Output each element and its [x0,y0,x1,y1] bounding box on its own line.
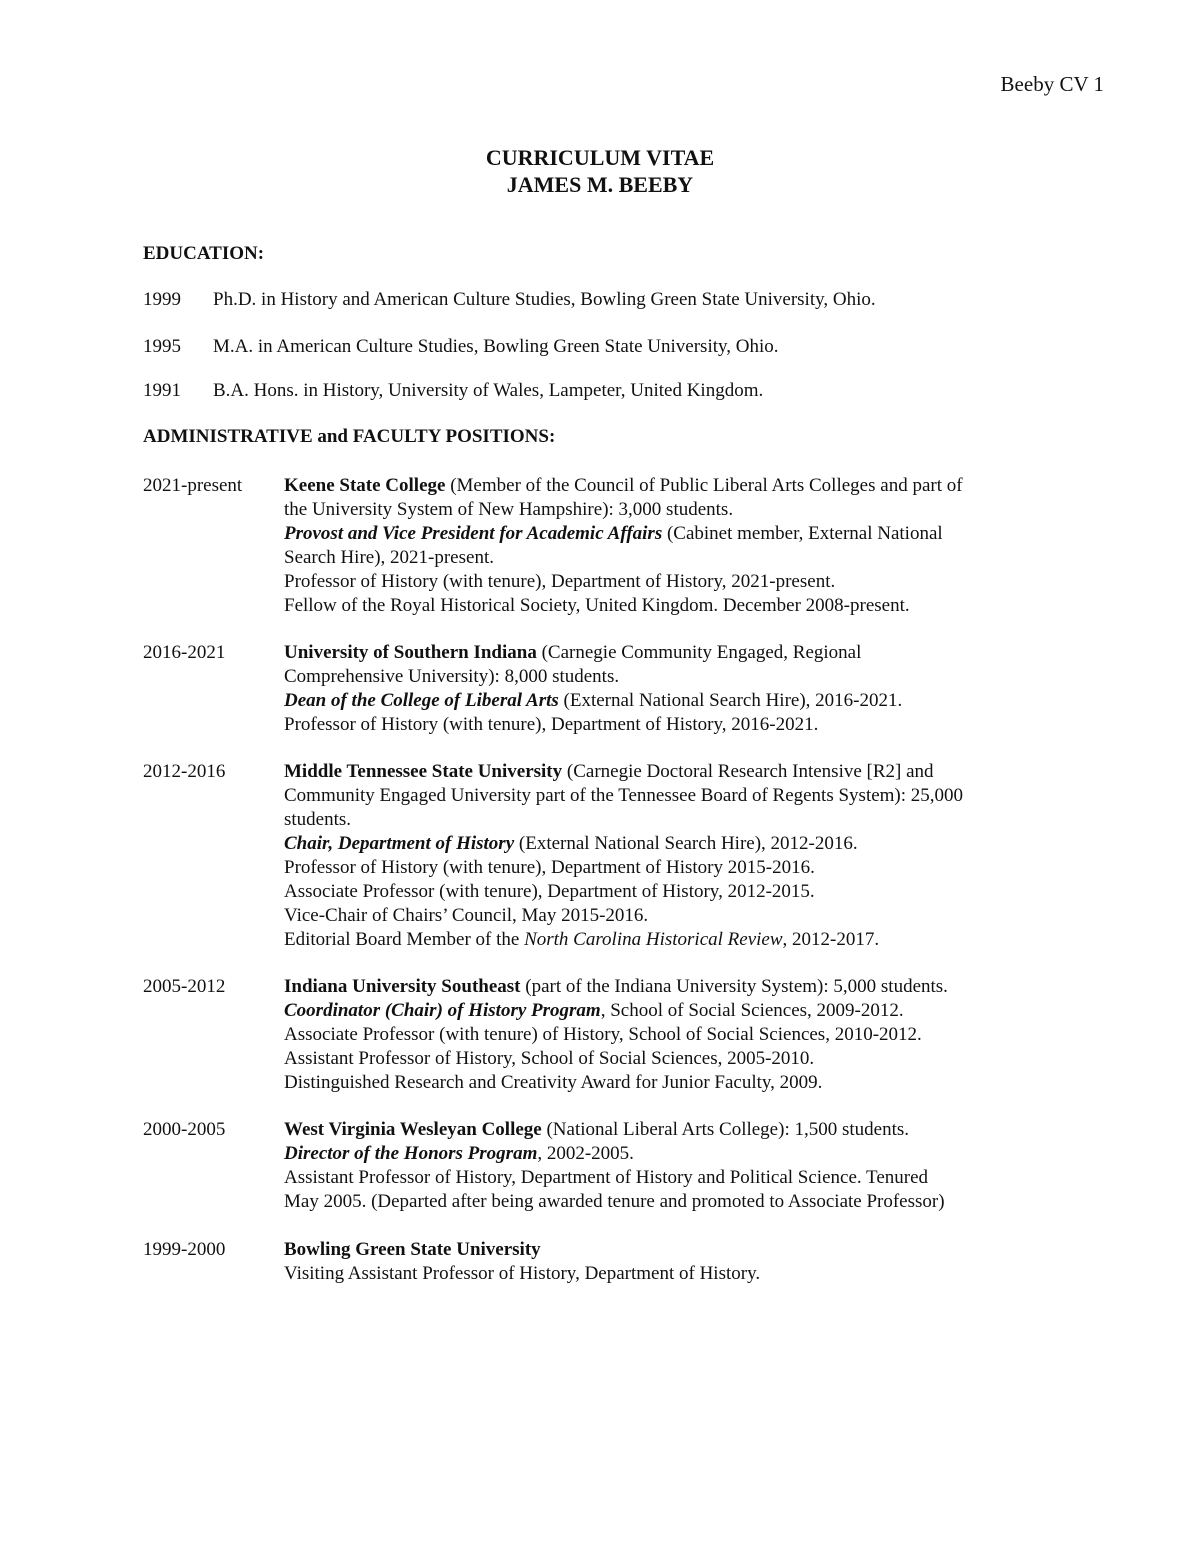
position-entry [143,641,1073,737]
position-entry [143,1118,1073,1214]
institution-name: University of Southern Indiana [284,642,537,663]
institution-name: West Virginia Wesleyan College [284,1119,542,1140]
education-item [143,288,876,312]
position-detail: Vice-Chair of Chairs’ Council, May 2015-2016. [284,905,649,926]
position-detail: Professor of History (with tenure), Department of History, 2016-2021. [284,714,819,735]
role-desc: (External National Search Hire), 2016-2021. [558,690,903,711]
institution-name: Keene State College [284,475,446,496]
title-line-2: JAMES M. BEEBY [506,172,694,197]
journal-title: North Carolina Historical Review [524,929,783,950]
position-detail: Assistant Professor of History, School of Social Sciences, 2005-2010. [284,1048,815,1069]
position-entry [143,760,1073,952]
cv-title [0,144,1200,198]
position-detail: May 2005. (Departed after being awarded tenure and promoted to Associate Professor) [284,1191,945,1212]
position-entry [143,975,1073,1095]
institution-desc: (Carnegie Community Engaged, Regional [536,642,862,663]
education-degree: M.A. in American Culture Studies, Bowling Green State University, Ohio. [213,336,779,357]
position-dates: 2021-present [143,475,243,496]
position-detail: Professor of History (with tenure), Department of History 2015-2016. [284,857,815,878]
positions-heading: ADMINISTRATIVE and FACULTY POSITIONS: [143,426,556,447]
editorial-prefix: Editorial Board Member of the [284,929,525,950]
role-title: Chair, Department of History [284,833,515,854]
position-dates: 2012-2016 [143,761,226,782]
role-desc: (External National Search Hire), 2012-2016. [514,833,858,854]
page-label: Beeby CV 1 [1000,72,1104,96]
role-title: Director of the Honors Program [284,1143,538,1164]
position-dates: 2016-2021 [143,642,226,663]
education-year: 1999 [143,289,181,310]
institution-desc: the University System of New Hampshire): 3,000 students. [284,499,734,520]
position-dates: 2000-2005 [143,1119,226,1140]
role-title: Provost and Vice President for Academic Affairs [284,523,663,544]
education-year: 1991 [143,380,181,401]
institution-name: Indiana University Southeast [284,976,521,997]
role-desc: Search Hire), 2021-present. [284,547,494,568]
position-detail: Fellow of the Royal Historical Society, United Kingdom. December 2008-present. [284,595,910,616]
editorial-suffix: , 2012-2017. [782,929,880,950]
education-degree: B.A. Hons. in History, University of Wales, Lampeter, United Kingdom. [213,380,764,401]
institution-desc: students. [284,809,352,830]
institution-desc: (part of the Indiana University System): 5,000 students. [520,976,948,997]
role-desc: , 2002-2005. [537,1143,634,1164]
education-year: 1995 [143,336,181,357]
education-degree: Ph.D. in History and American Culture Studies, Bowling Green State University, Ohio. [213,289,876,310]
position-detail: Associate Professor (with tenure) of History, School of Social Sciences, 2010-2012. [284,1024,922,1045]
institution-desc: Comprehensive University): 8,000 students. [284,666,620,687]
position-detail: Distinguished Research and Creativity Award for Junior Faculty, 2009. [284,1072,823,1093]
role-title: Dean of the College of Liberal Arts [284,690,559,711]
institution-desc: (Carnegie Doctoral Research Intensive [R2] and [562,761,934,782]
position-detail: Visiting Assistant Professor of History, Department of History. [284,1263,761,1284]
position-detail: Professor of History (with tenure), Department of History, 2021-present. [284,571,836,592]
role-title: Coordinator (Chair) of History Program [284,1000,601,1021]
position-dates: 2005-2012 [143,976,226,997]
position-entry [143,1238,1073,1286]
title-line-1: CURRICULUM VITAE [485,145,715,170]
education-heading: EDUCATION: [143,243,265,264]
institution-desc: Community Engaged University part of the Tennessee Board of Regents System): 25,000 [284,785,964,806]
position-detail: Associate Professor (with tenure), Department of History, 2012-2015. [284,881,815,902]
institution-name: Bowling Green State University [284,1239,541,1260]
position-detail: Assistant Professor of History, Department of History and Political Science. Tenured [284,1167,929,1188]
institution-desc: (Member of the Council of Public Liberal Arts Colleges and part of [445,475,963,496]
education-item [143,379,763,403]
education-item [143,335,779,359]
role-desc: , School of Social Sciences, 2009-2012. [600,1000,904,1021]
position-entry [143,474,1073,618]
institution-name: Middle Tennessee State University [284,761,563,782]
role-desc: (Cabinet member, External National [662,523,943,544]
institution-desc: (National Liberal Arts College): 1,500 students. [541,1119,909,1140]
position-dates: 1999-2000 [143,1239,226,1260]
